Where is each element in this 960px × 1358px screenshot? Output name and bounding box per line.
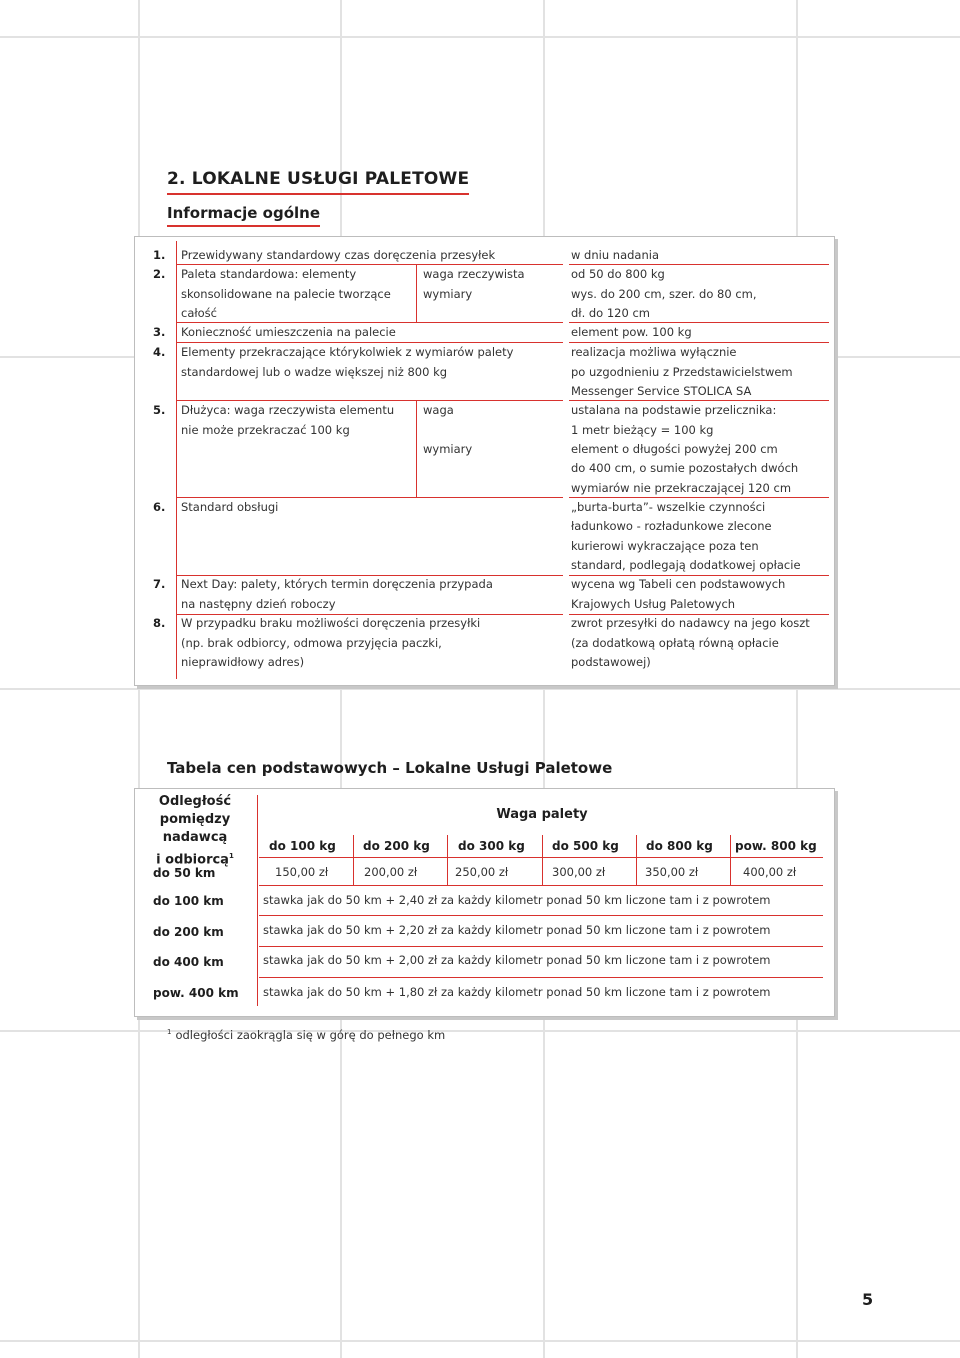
section-subtitle: Informacje ogólne <box>167 204 320 227</box>
distance-header-line: Odległość <box>158 794 232 809</box>
row-description: Dłużyca: waga rzeczywista elementu <box>181 403 395 417</box>
row-number: 2. <box>153 267 166 281</box>
footnote-text: odległości zaokrągla się w górę do pełnego km <box>175 1028 446 1042</box>
distance-label: do 200 km <box>153 925 224 939</box>
weight-header: Waga palety <box>496 807 588 822</box>
grid-line <box>0 1340 960 1342</box>
distance-label: do 400 km <box>153 955 224 969</box>
row-divider <box>259 885 823 886</box>
row-divider <box>177 264 563 265</box>
row-value: do 400 cm, o sumie pozostałych dwóch <box>571 461 799 475</box>
rate-note: stawka jak do 50 km + 1,80 zł za każdy kilometr ponad 50 km liczone tam i z powrotem <box>263 985 771 999</box>
row-divider <box>259 946 823 947</box>
row-attribute: waga <box>423 403 454 417</box>
general-info-table <box>134 236 835 686</box>
price-table <box>134 788 835 1017</box>
row-description: (np. brak odbiorcy, odmowa przyjęcia paczki, <box>181 636 442 650</box>
row-number: 7. <box>153 577 166 591</box>
row-description: Elementy przekraczające którykolwiek z wymiarów palety <box>181 345 514 359</box>
row-divider <box>177 322 563 323</box>
row-description: nie może przekraczać 100 kg <box>181 423 350 437</box>
row-number: 3. <box>153 325 166 339</box>
page-number: 5 <box>862 1290 874 1309</box>
distance-header <box>143 793 247 869</box>
distance-header-line: nadawcą <box>162 830 228 845</box>
row-value: dł. do 120 cm <box>571 306 651 320</box>
price-cell: 350,00 zł <box>645 865 699 879</box>
row-value: „burta-burta”- wszelkie czynności <box>571 500 766 514</box>
grid-line <box>0 688 960 690</box>
row-divider <box>569 322 829 323</box>
column-divider <box>447 835 448 886</box>
row-description: Paleta standardowa: elementy <box>181 267 357 281</box>
row-attribute: waga rzeczywista <box>423 267 525 281</box>
rate-note: stawka jak do 50 km + 2,40 zł za każdy kilometr ponad 50 km liczone tam i z powrotem <box>263 893 771 907</box>
row-value: (za dodatkową opłatą równą opłacie <box>571 636 779 650</box>
row-description: nieprawidłowy adres) <box>181 655 305 669</box>
footnote-mark: 1 <box>228 852 234 860</box>
weight-column-header: do 500 kg <box>552 839 619 853</box>
column-divider <box>353 835 354 886</box>
weight-column-header: pow. 800 kg <box>735 839 817 853</box>
row-divider <box>569 342 829 343</box>
rate-note: stawka jak do 50 km + 2,20 zł za każdy kilometr ponad 50 km liczone tam i z powrotem <box>263 923 771 937</box>
row-number: 6. <box>153 500 166 514</box>
price-cell: 150,00 zł <box>275 865 329 879</box>
row-number: 4. <box>153 345 166 359</box>
row-description: Konieczność umieszczenia na palecie <box>181 325 396 339</box>
row-divider <box>177 342 563 343</box>
row-divider <box>177 400 563 401</box>
row-description: W przypadku braku możliwości doręczenia przesyłki <box>181 616 481 630</box>
weight-column-header: do 100 kg <box>269 839 336 853</box>
row-attribute: wymiary <box>423 442 473 456</box>
column-divider <box>542 835 543 886</box>
price-cell: 250,00 zł <box>455 865 509 879</box>
row-value: ładunkowo - rozładunkowe zlecone <box>571 519 772 533</box>
row-value: Messenger Service STOLICA SA <box>571 384 752 398</box>
row-value: standard, podlegają dodatkowej opłacie <box>571 558 801 572</box>
row-value: od 50 do 800 kg <box>571 267 665 281</box>
row-value: wymiarów nie przekraczającej 120 cm <box>571 481 792 495</box>
row-divider <box>177 575 563 576</box>
row-divider <box>569 614 829 615</box>
row-value: zwrot przesyłki do nadawcy na jego koszt <box>571 616 810 630</box>
row-divider <box>259 915 823 916</box>
row-divider <box>569 575 829 576</box>
row-description: na następny dzień roboczy <box>181 597 336 611</box>
row-attribute: wymiary <box>423 287 473 301</box>
row-value: wycena wg Tabeli cen podstawowych <box>571 577 786 591</box>
distance-header-line: pomiędzy <box>159 812 231 827</box>
column-divider <box>416 264 417 322</box>
row-value: element pow. 100 kg <box>571 325 692 339</box>
row-description: Next Day: palety, których termin doręczenia przypada <box>181 577 493 591</box>
grid-line <box>0 36 960 38</box>
row-divider <box>177 614 563 615</box>
price-cell: 300,00 zł <box>552 865 606 879</box>
column-divider <box>257 795 258 1006</box>
row-value: ustalana na podstawie przelicznika: <box>571 403 777 417</box>
column-divider <box>416 400 417 497</box>
weight-column-header: do 300 kg <box>458 839 525 853</box>
weight-column-header: do 200 kg <box>363 839 430 853</box>
row-value: kurierowi wykraczające poza ten <box>571 539 759 553</box>
distance-header-line: i odbiorcą$^1$ <box>156 852 234 868</box>
row-value: element o długości powyżej 200 cm <box>571 442 778 456</box>
row-description: całość <box>181 306 217 320</box>
row-number: 5. <box>153 403 166 417</box>
weight-column-header: do 800 kg <box>646 839 713 853</box>
rate-note: stawka jak do 50 km + 2,00 zł za każdy kilometr ponad 50 km liczone tam i z powrotem <box>263 953 771 967</box>
distance-label: do 100 km <box>153 894 224 908</box>
price-table-title: Tabela cen podstawowych – Lokalne Usługi Paletowe <box>167 759 613 777</box>
row-divider <box>569 264 829 265</box>
distance-label: do 50 km <box>153 866 216 880</box>
grid-line <box>0 1030 960 1032</box>
footnote <box>167 1028 445 1042</box>
row-number: 1. <box>153 248 166 262</box>
row-description: Standard obsługi <box>181 500 279 514</box>
row-divider <box>259 857 823 858</box>
row-description: skonsolidowane na palecie tworzące <box>181 287 391 301</box>
row-divider <box>569 400 829 401</box>
row-value: 1 metr bieżący = 100 kg <box>571 423 714 437</box>
row-description: standardowej lub o wadze większej niż 800 kg <box>181 365 448 379</box>
row-divider <box>177 497 563 498</box>
row-number: 8. <box>153 616 166 630</box>
row-value: Krajowych Usług Paletowych <box>571 597 736 611</box>
column-divider <box>636 835 637 886</box>
distance-label: pow. 400 km <box>153 986 239 1000</box>
row-divider <box>569 497 829 498</box>
column-divider <box>176 241 177 679</box>
price-cell: 200,00 zł <box>364 865 418 879</box>
row-value: podstawowej) <box>571 655 651 669</box>
page-title: 2. LOKALNE USŁUGI PALETOWE <box>167 168 469 195</box>
row-value: realizacja możliwa wyłącznie <box>571 345 737 359</box>
row-description: Przewidywany standardowy czas doręczenia przesyłek <box>181 248 496 262</box>
column-divider <box>730 835 731 886</box>
footnote-mark: 1 <box>167 1028 172 1037</box>
row-value: po uzgodnieniu z Przedstawicielstwem <box>571 365 793 379</box>
row-value: w dniu nadania <box>571 248 660 262</box>
row-value: wys. do 200 cm, szer. do 80 cm, <box>571 287 757 301</box>
price-cell: 400,00 zł <box>743 865 797 879</box>
row-divider <box>259 977 823 978</box>
